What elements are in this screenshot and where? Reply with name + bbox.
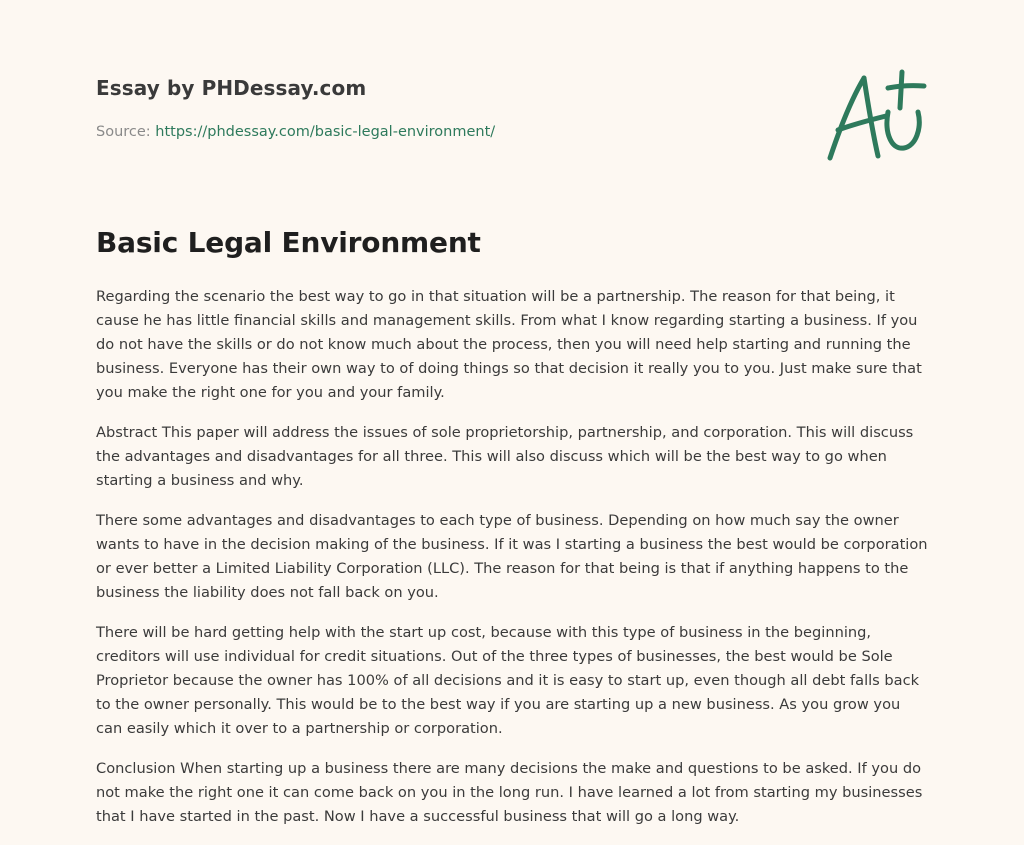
site-title: Essay by PHDessay.com: [96, 76, 367, 100]
essay-paragraph: There some advantages and disadvantages to each type of business. Depending on how much say the owner wants to have in the decision making of the business. If it was I starting a business the best would be corporation or ever better a Limited Liability Corporation (LLC). The reason for that being is that if anything happens to the business the liability does not fall back on you.: [96, 512, 928, 601]
essay-paragraph: Abstract This paper will address the issues of sole proprietorship, partnership, and corporation. This will discuss the advantages and disadvantages for all three. This will also discuss which will be the best way to go when starting a business and why.: [96, 424, 914, 489]
essay-title: Basic Legal Environment: [96, 226, 481, 259]
source-label: Source:: [96, 124, 151, 140]
essay-paragraph: Regarding the scenario the best way to go in that situation will be a partnership. The reason for that being, it cause he has little financial skills and management skills. From what I know regarding starting a business. If you do not have the skills or do not know much about the process, then you will need help starting and running the business. Everyone has their own way to of doing things so that decision it really you to you. Just make sure that you make the right one for you and your family.: [96, 288, 922, 401]
a-plus-logo-icon: [824, 68, 928, 168]
essay-body: [96, 285, 928, 845]
source-line: [96, 124, 495, 140]
essay-paragraph: There will be hard getting help with the start up cost, because with this type of business in the beginning, creditors will use individual for credit situations. Out of the three types of businesses, the best would be Sole Proprietor because the owner has 100% of all decisions and it is easy to start up, even though all debt falls back to the owner personally. This would be to the best way if you are starting up a new business. As you grow you can easily which it over to a partnership or corporation.: [96, 624, 920, 737]
essay-paragraph: Conclusion When starting up a business there are many decisions the make and questions to be asked. If you do not make the right one it can come back on you in the long run. I have learned a lot from starting my businesses that I have started in the past. Now I have a successful business that will go a long way.: [96, 760, 923, 825]
source-link[interactable]: https://phdessay.com/basic-legal-environment/: [155, 124, 496, 140]
